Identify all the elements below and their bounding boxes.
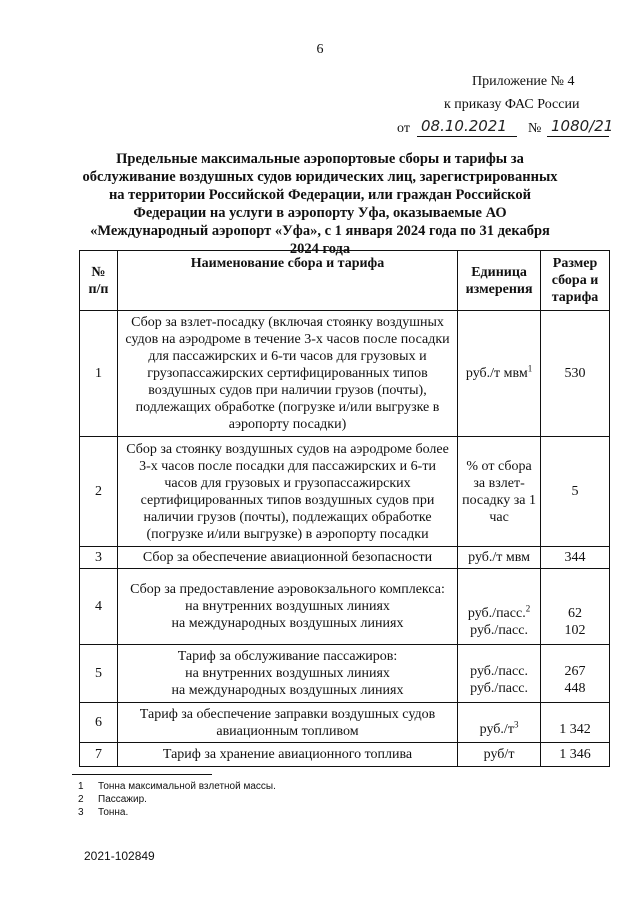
row-name: Тариф за обеспечение заправки воздушных судов авиационным топливом (117, 703, 457, 743)
table-row (80, 437, 610, 547)
row-unit: руб./т мвм$^1$ (458, 311, 541, 437)
order-date-number (397, 117, 614, 139)
table-header-row (80, 251, 610, 311)
row-name: Сбор за взлет-посадку (включая стоянку воздушных судов на аэродроме в течение 3-х часов после посадки для пассажирских и 6-ти часов для грузовых и грузопассажирских сертифицированных типов воздушных судов при наличии грузов (почты), подлежащих обработке (погрузке и/или выгрузке в аэропорту посадки) (117, 311, 457, 437)
row-num: 2 (80, 437, 118, 547)
number-underline (547, 136, 609, 137)
handwritten-number: 1080/21 (551, 117, 614, 135)
row-size: 1 342 (541, 703, 610, 743)
order-label: к приказу ФАС России (444, 97, 580, 112)
document-id: 2021-102849 (84, 849, 155, 863)
date-underline (417, 136, 517, 137)
date-prefix: от (397, 121, 410, 136)
table-row (80, 569, 610, 645)
row-num: 1 (80, 311, 118, 437)
row-num: 7 (80, 743, 118, 767)
footnotes (78, 780, 276, 819)
table-row (80, 743, 610, 767)
row-unit: руб/т (458, 743, 541, 767)
table-row (80, 311, 610, 437)
row-unit: % от сбора за взлет-посадку за 1 час (458, 437, 541, 547)
row-num: 4 (80, 569, 118, 645)
page-number: 6 (316, 42, 324, 57)
row-num: 6 (80, 703, 118, 743)
row-name: Сбор за предоставление аэровокзального комплекса: на внутренних воздушных линиях на международных воздушных линиях (117, 569, 457, 645)
footnote: 3 Тонна. (78, 807, 129, 818)
row-size: 5 (541, 437, 610, 547)
row-name: Тариф за обслуживание пассажиров: на внутренних воздушных линиях на международных воздушных линиях (117, 645, 457, 703)
handwritten-date: 08.10.2021 (421, 117, 507, 135)
row-unit: руб./пасс. руб./пасс. (458, 645, 541, 703)
row-size: 62 102 (541, 569, 610, 645)
document-title: Предельные максимальные аэропортовые сборы и тарифы за обслуживание воздушных судов юридических лиц, зарегистрированных на территории Российской Федерации, или граждан Российской Федерации на услуги в аэропорту Уфа, оказываемые АО «Международный аэропорт «Уфа», с 1 января 2024 года по 31 декабря 2024 года (82, 151, 558, 257)
row-name: Сбор за стоянку воздушных судов на аэродроме более 3-х часов после посадки для пассажирских и 6-ти часов для грузовых и грузопассажирских сертифицированных типов воздушных судов при наличии грузов (почты), подлежащих обработке (погрузке и/или выгрузке) в аэропорту посадки (117, 437, 457, 547)
row-name: Тариф за хранение авиационного топлива (117, 743, 457, 767)
table-row (80, 547, 610, 569)
row-name: Сбор за обеспечение авиационной безопасности (117, 547, 457, 569)
footnote: 1 Тонна максимальной взлетной массы. (78, 781, 276, 792)
row-num: 5 (80, 645, 118, 703)
row-unit: руб./пасс.$^2$ руб./пасс. (458, 569, 541, 645)
header-unit: Единица измерения (458, 251, 541, 311)
footnote-divider (72, 774, 212, 775)
row-size: 344 (541, 547, 610, 569)
row-unit: $руб./т^3$ (458, 703, 541, 743)
table-row (80, 645, 610, 703)
header-size: Размер сбора и тарифа (541, 251, 610, 311)
table-row (80, 703, 610, 743)
tariff-table (79, 250, 610, 767)
row-size: 267 448 (541, 645, 610, 703)
number-prefix: № (528, 121, 542, 136)
row-unit: руб./т мвм (458, 547, 541, 569)
row-size: 1 346 (541, 743, 610, 767)
header-name: Наименование сбора и тарифа (117, 251, 457, 311)
row-size: 530 (541, 311, 610, 437)
row-num: 3 (80, 547, 118, 569)
header-num: № п/п (80, 251, 118, 311)
footnote: 2 Пассажир. (78, 794, 147, 805)
annex-label: Приложение № 4 (472, 74, 575, 89)
